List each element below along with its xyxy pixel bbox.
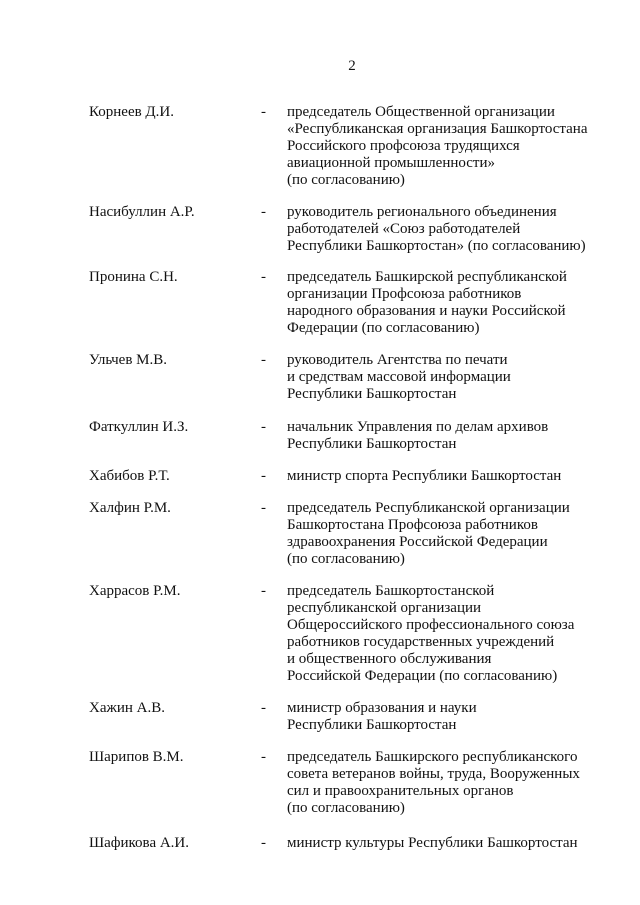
member-name: Шафикова А.И. — [89, 835, 190, 851]
separator-dash: - — [261, 104, 266, 120]
separator-dash: - — [261, 500, 266, 516]
position-line: министр образования и науки — [287, 700, 477, 716]
position-line: начальник Управления по делам архивов — [287, 419, 549, 435]
member-position — [287, 352, 607, 403]
position-line: председатель Республиканской организации — [287, 500, 570, 516]
position-line: председатель Башкирской республиканской — [287, 269, 567, 285]
position-line: сил и правоохранительных органов — [287, 783, 514, 799]
separator-dash: - — [261, 204, 266, 220]
position-line: Республики Башкортостан — [287, 717, 457, 733]
separator-dash: - — [261, 583, 266, 599]
member-position — [287, 749, 607, 817]
separator-dash: - — [261, 352, 266, 368]
member-name: Хабибов Р.Т. — [89, 468, 170, 484]
member-name: Корнеев Д.И. — [89, 104, 174, 120]
position-line: работодателей «Союз работодателей — [287, 221, 521, 237]
position-line: Республики Башкортостан — [287, 436, 457, 452]
position-line: (по согласованию) — [287, 551, 405, 567]
separator-dash: - — [261, 269, 266, 285]
separator-dash: - — [261, 835, 266, 851]
position-line: республиканской организации — [287, 600, 482, 616]
position-line: руководитель Агентства по печати — [287, 352, 508, 368]
position-line: председатель Башкирского республиканского — [287, 749, 578, 765]
member-name: Шарипов В.М. — [89, 749, 184, 765]
page-number: 2 — [348, 58, 356, 74]
member-name: Халфин Р.М. — [89, 500, 171, 516]
member-position — [287, 419, 607, 453]
member-position — [287, 468, 607, 485]
position-line: «Республиканская организация Башкортостана — [287, 121, 588, 137]
separator-dash: - — [261, 749, 266, 765]
position-line: авиационной промышленности» — [287, 155, 495, 171]
position-line: Общероссийского профессионального союза — [287, 617, 575, 633]
member-name: Хажин А.В. — [89, 700, 165, 716]
position-line: Республики Башкортостан — [287, 386, 457, 402]
position-line: Башкортостана Профсоюза работников — [287, 517, 538, 533]
position-line: (по согласованию) — [287, 800, 405, 816]
position-line: (по согласованию) — [287, 172, 405, 188]
position-line: работников государственных учреждений — [287, 634, 555, 650]
position-line: и средствам массовой информации — [287, 369, 511, 385]
member-position — [287, 269, 607, 337]
member-name: Харрасов Р.М. — [89, 583, 181, 599]
separator-dash: - — [261, 700, 266, 716]
position-line: руководитель регионального объединения — [287, 204, 557, 220]
member-name: Фаткуллин И.З. — [89, 419, 189, 435]
member-name: Пронина С.Н. — [89, 269, 178, 285]
position-line: Российского профсоюза трудящихся — [287, 138, 520, 154]
position-line: председатель Башкортостанской — [287, 583, 495, 599]
position-line: Российской Федерации (по согласованию) — [287, 668, 558, 684]
separator-dash: - — [261, 419, 266, 435]
position-line: народного образования и науки Российской — [287, 303, 566, 319]
position-line: Республики Башкортостан» (по согласованию) — [287, 238, 586, 254]
member-position — [287, 104, 607, 189]
position-line: министр спорта Республики Башкортостан — [287, 468, 562, 484]
position-line: организации Профсоюза работников — [287, 286, 522, 302]
position-line: министр культуры Республики Башкортостан — [287, 835, 578, 851]
separator-dash: - — [261, 468, 266, 484]
member-position — [287, 583, 607, 685]
position-line: председатель Общественной организации — [287, 104, 555, 120]
member-position — [287, 204, 607, 255]
member-position — [287, 500, 607, 568]
position-line: совета ветеранов войны, труда, Вооруженных — [287, 766, 580, 782]
member-position — [287, 700, 607, 734]
member-name: Ульчев М.В. — [89, 352, 167, 368]
member-name: Насибуллин А.Р. — [89, 204, 195, 220]
position-line: и общественного обслуживания — [287, 651, 492, 667]
position-line: здравоохранения Российской Федерации — [287, 534, 548, 550]
member-position — [287, 835, 607, 852]
position-line: Федерации (по согласованию) — [287, 320, 480, 336]
